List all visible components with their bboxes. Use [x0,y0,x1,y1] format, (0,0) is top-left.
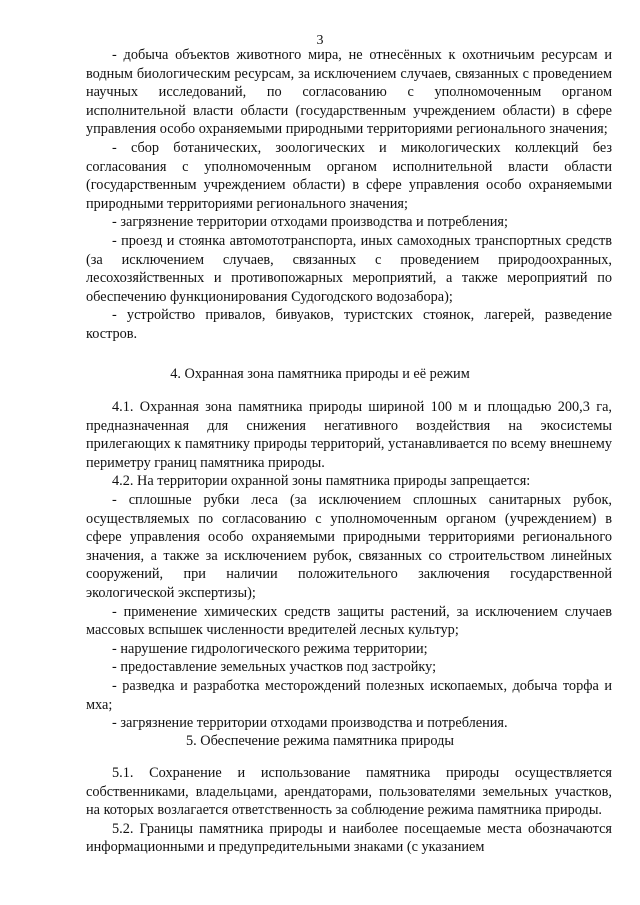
section-4-heading: 4. Охранная зона памятника природы и её режим [170,366,470,382]
paragraph-5-1: 5.1. Сохранение и использование памятника природы осуществляется собственниками, владельцами, арендаторами, пользователями земельных участков, на которых возлагается ответственность за соблюдение режима памятника природы. [86,765,612,819]
paragraph-4-1: 4.1. Охранная зона памятника природы шириной 100 м и площадью 200,3 га, предназначенная для снижения негативного воздействия на экосистемы прилегающих к памятнику природы территорий, устанавливается по всему внешнему периметру границ памятника природы. [86,399,612,471]
list-item: - сплошные рубки леса (за исключением сплошных санитарных рубок, осуществляемых по согласованию с уполномоченным органом (учреждением) в сфере управления особо охраняемыми природными территориями регионального значения, а также за исключением рубок, связанных со строительством линейных сооружений, при наличии положительного заключения государственной экологической экспертизы); [86,491,612,601]
list-item: - разведка и разработка месторождений полезных ископаемых, добыча торфа и мха; [86,677,612,713]
section-5-heading: 5. Обеспечение режима памятника природы [185,733,455,749]
list-item: - проезд и стоянка автомототранспорта, иных самоходных транспортных средств (за исключением случаев, связанных с проведением природоохранных, лесохозяйственных и противопожарных мероприятий, а также мероприятий по обеспечению функционирования Судогодского водозабора); [86,232,612,305]
section-4-body [86,398,612,733]
list-item: - загрязнение территории отходами производства и потребления. [112,715,508,732]
paragraph-5-2: 5.2. Границы памятника природы и наиболее посещаемые места обозначаются информационными и предупредительными знаками (с указанием [86,820,612,856]
list-item: - добыча объектов животного мира, не отнесённых к охотничьим ресурсам и водным биологическим ресурсам, за исключением случаев, связанных с проведением научных исследований, по согласованию с уполномоченным органом исполнительной власти области (государственным учреждением области) в сфере управления особо охраняемыми природными территориями регионального значения; [86,47,612,138]
list-item: - применение химических средств защиты растений, за исключением случаев массовых вспышек численности вредителей лесных культур; [86,603,612,639]
intro-prohibitions-list [86,46,612,344]
paragraph-4-2: 4.2. На территории охранной зоны памятника природы запрещается: [112,473,531,490]
section-5-body [86,764,612,857]
list-item: - сбор ботанических, зоологических и микологических коллекций без согласования с уполномоченным органом исполнительной власти области (государственным учреждением области) в сфере управления особо охраняемыми природными территориями регионального значения; [86,139,612,212]
list-item: - предоставление земельных участков под застройку; [112,659,437,676]
page-number: 3 [316,33,324,48]
list-item: - устройство привалов, бивуаков, туристских стоянок, лагерей, разведение костров. [86,307,612,342]
list-item: - загрязнение территории отходами производства и потребления; [112,214,508,231]
list-item: - нарушение гидрологического режима территории; [112,640,428,657]
